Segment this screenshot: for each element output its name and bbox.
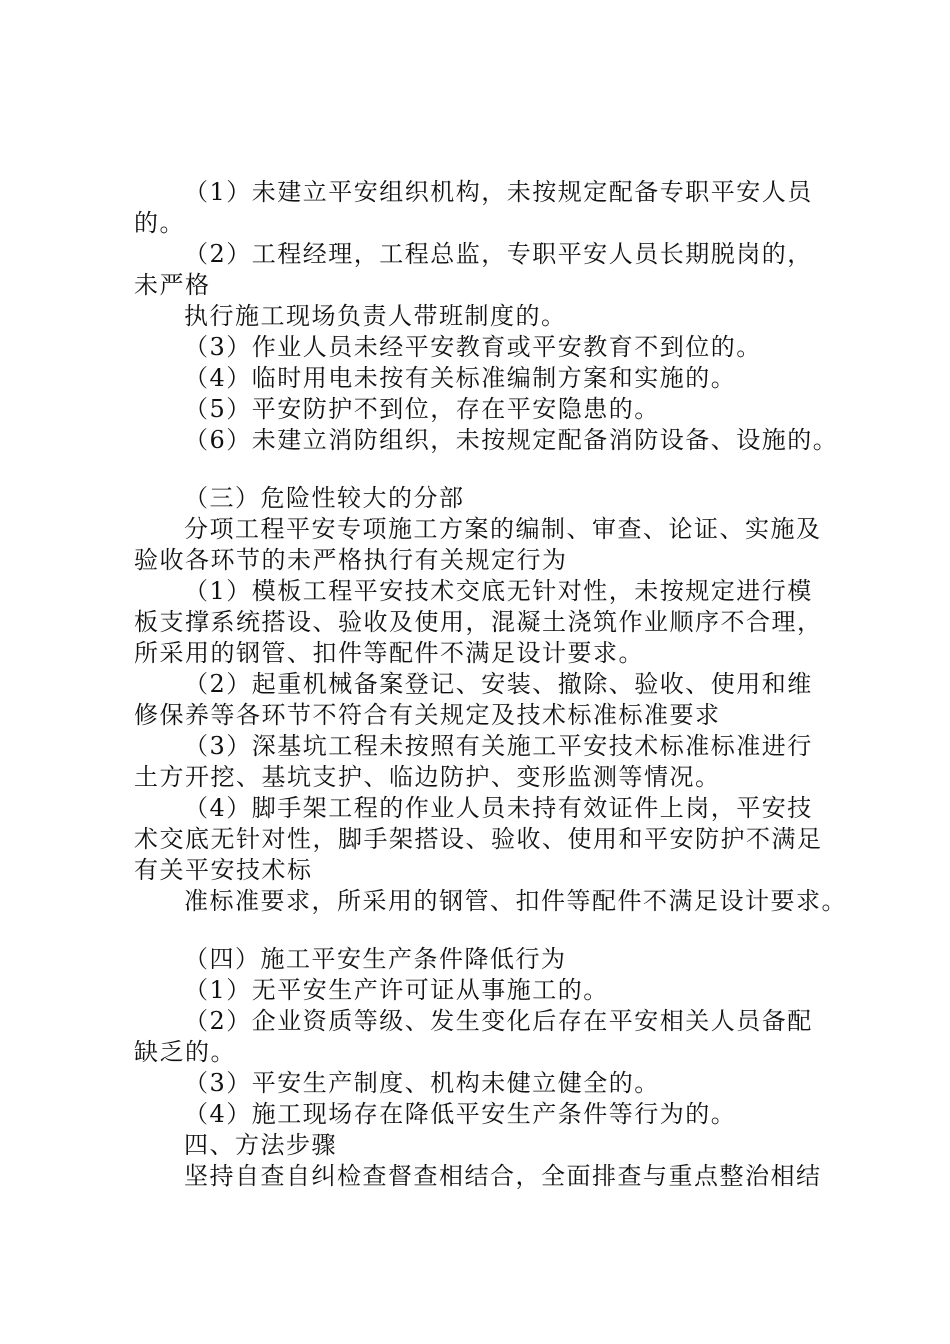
text-line: （1）无平安生产许可证从事施工的。 xyxy=(184,976,609,1004)
text-line: （1）未建立平安组织机构，未按规定配备专职平安人员 xyxy=(184,178,813,206)
text-line: （4）脚手架工程的作业人员未持有效证件上岗，平安技 xyxy=(184,794,813,822)
text-line: 术交底无针对性，脚手架搭设、验收、使用和平安防护不满足 xyxy=(134,825,823,853)
text-line: （3）平安生产制度、机构未健立健全的。 xyxy=(184,1069,660,1097)
section-heading: （四）施工平安生产条件降低行为 xyxy=(184,945,567,973)
text-line: 土方开挖、基坑支护、临边防护、变形监测等情况。 xyxy=(134,763,721,791)
text-line: 修保养等各环节不符合有关规定及技术标准标准要求 xyxy=(134,701,721,729)
text-line: 的。 xyxy=(134,209,185,237)
text-line: （4）施工现场存在降低平安生产条件等行为的。 xyxy=(184,1100,737,1128)
text-line: 有关平安技术标 xyxy=(134,856,313,884)
text-line: 验收各环节的未严格执行有关规定行为 xyxy=(134,546,568,574)
text-line: （5）平安防护不到位，存在平安隐患的。 xyxy=(184,395,660,423)
text-line: 准标准要求，所采用的钢管、扣件等配件不满足设计要求。 xyxy=(184,887,847,915)
section-heading: （三）危险性较大的分部 xyxy=(184,484,465,512)
text-line: 未严格 xyxy=(134,271,211,299)
text-line: 分项工程平安专项施工方案的编制、审查、论证、实施及 xyxy=(184,515,822,543)
text-line: （3）深基坑工程未按照有关施工平安技术标准标准进行 xyxy=(184,732,813,760)
text-line: （6）未建立消防组织，未按规定配备消防设备、设施的。 xyxy=(184,426,839,454)
text-line: （2）起重机械备案登记、安装、撤除、验收、使用和维 xyxy=(184,670,813,698)
text-line: （4）临时用电未按有关标准编制方案和实施的。 xyxy=(184,364,737,392)
text-line: 缺乏的。 xyxy=(134,1038,236,1066)
text-line: 执行施工现场负责人带班制度的。 xyxy=(184,302,567,330)
text-line: 板支撑系统搭设、验收及使用，混凝土浇筑作业顺序不合理， xyxy=(134,608,823,636)
text-line: （2）工程经理，工程总监，专职平安人员长期脱岗的， xyxy=(184,240,813,268)
section-heading: 四、方法步骤 xyxy=(184,1131,337,1159)
text-line: （3）作业人员未经平安教育或平安教育不到位的。 xyxy=(184,333,762,361)
text-line: 坚持自查自纠检查督查相结合，全面排查与重点整治相结 xyxy=(184,1162,822,1190)
text-line: 所采用的钢管、扣件等配件不满足设计要求。 xyxy=(134,639,644,667)
text-line: （1）模板工程平安技术交底无针对性，未按规定进行模 xyxy=(184,577,813,605)
text-line: （2）企业资质等级、发生变化后存在平安相关人员备配 xyxy=(184,1007,813,1035)
